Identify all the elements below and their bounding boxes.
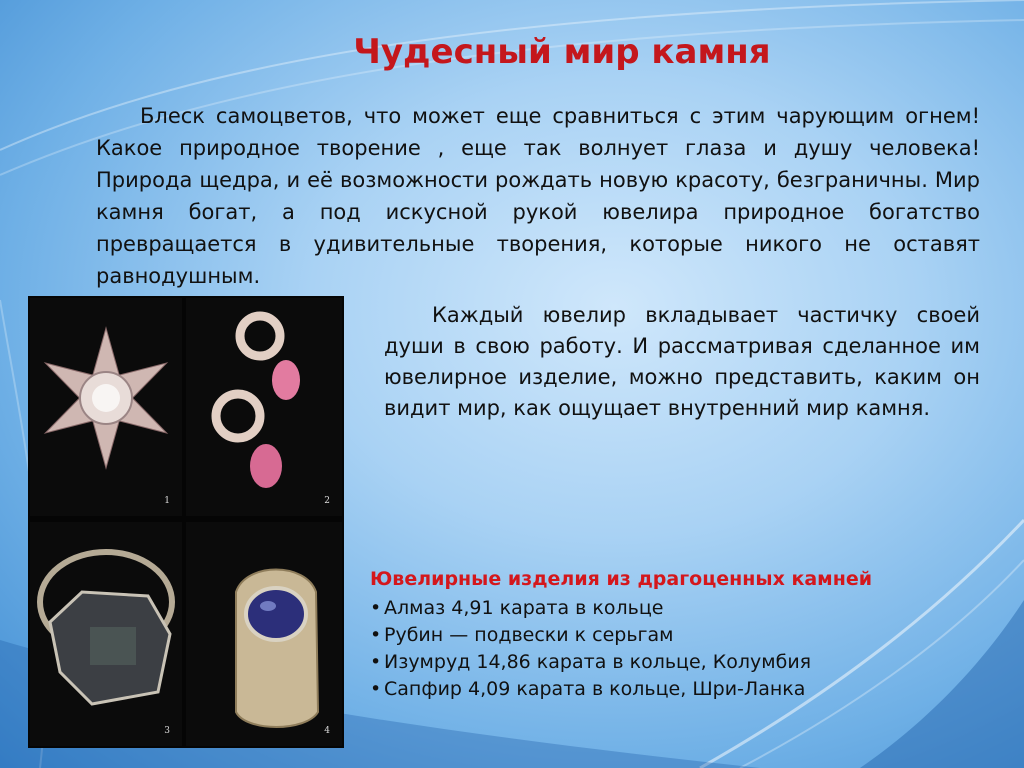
- bullet: •: [370, 651, 382, 673]
- list-item: [370, 595, 811, 622]
- jeweler-paragraph: Каждый ювелир вкладывает частичку своей души в свою работу. И рассматривая сделанное им ювелирное изделие, можно представить, каким он видит мир, как ощущает внутренний мир камня.: [384, 303, 980, 420]
- sapphire-ring-photo: [186, 522, 342, 746]
- list-item-text: Алмаз 4,91 карата в кольце: [384, 597, 664, 619]
- diamond-brooch-photo: [30, 298, 182, 516]
- photo-number: 2: [324, 496, 330, 506]
- list-item: [370, 676, 811, 703]
- photo-number: 3: [164, 726, 170, 736]
- jewelry-list-title: Ювелирные изделия из драгоценных камней: [370, 568, 873, 590]
- jewelry-list: [370, 595, 811, 703]
- bullet: •: [370, 624, 382, 646]
- flower-brooch-icon: [38, 328, 173, 468]
- photo-number: 4: [324, 726, 330, 736]
- list-item-text: Рубин — подвески к серьгам: [384, 624, 674, 646]
- emerald-ring-icon: [40, 552, 172, 704]
- list-item: [370, 649, 811, 676]
- list-item-text: Сапфир 4,09 карата в кольце, Шри-Ланка: [384, 678, 806, 700]
- photo-number: 1: [164, 496, 170, 506]
- earring-icon: [216, 316, 300, 488]
- list-item-text: Изумруд 14,86 карата в кольце, Колумбия: [384, 651, 812, 673]
- sapphire-ring-icon: [236, 570, 318, 728]
- slide-title: Чудесный мир камня: [353, 32, 771, 72]
- emerald-ring-photo: [30, 522, 182, 746]
- intro-paragraph: Блеск самоцветов, что может еще сравниться с этим чарующим огнем! Какое природное творение , еще так волнует глаза и душу человека! Природа щедра, и её возможности рождать новую красоту, безграничны. Мир камня богат, а под искусной рукой ювелира природное богатство превращается в удивительные творения, которые никого не оставят равнодушным.: [96, 104, 980, 288]
- list-item: [370, 622, 811, 649]
- ruby-earrings-photo: [186, 298, 342, 516]
- jewelry-photo-grid: [28, 296, 344, 748]
- bullet: •: [370, 678, 382, 700]
- bullet: •: [370, 597, 382, 619]
